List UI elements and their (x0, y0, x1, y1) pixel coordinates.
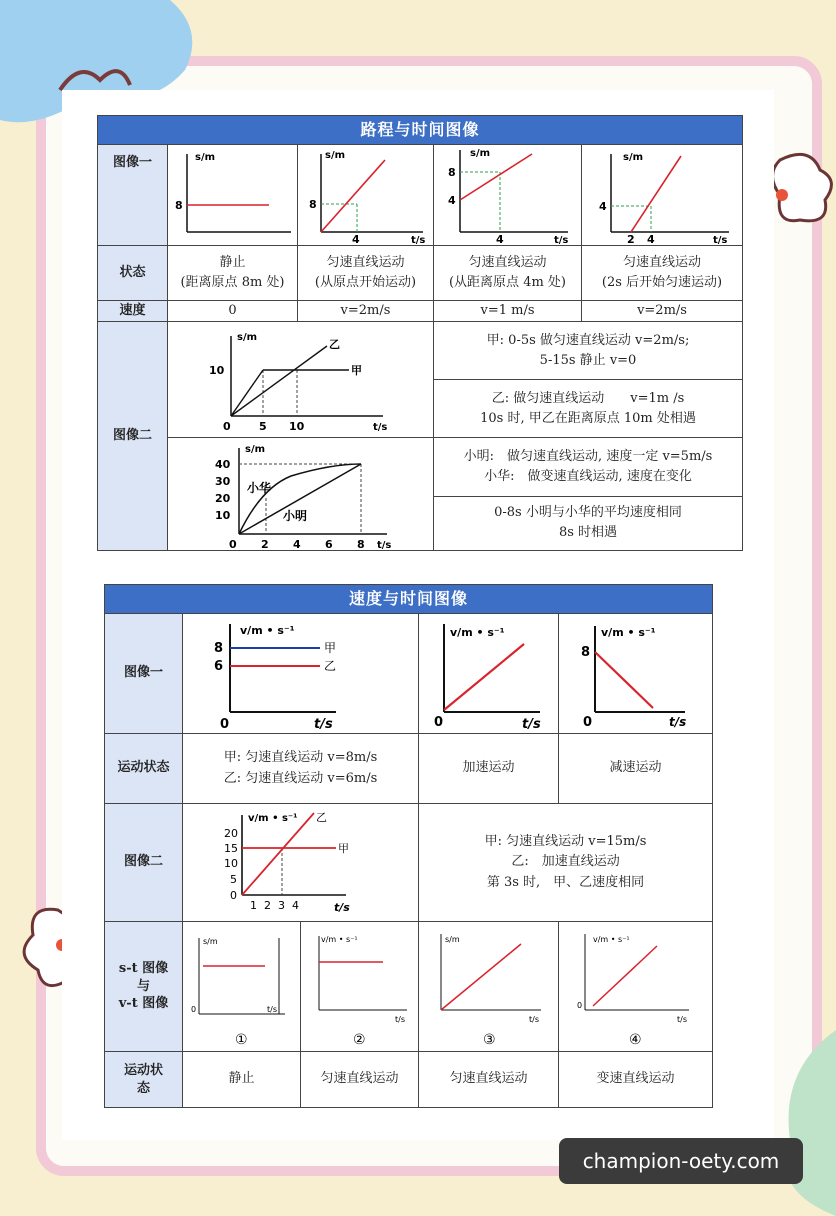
svg-text:0: 0 (190, 1004, 196, 1014)
final-state-1: 静止 (183, 1052, 301, 1108)
svg-text:10: 10 (288, 419, 304, 433)
svg-text:4: 4 (599, 200, 607, 213)
svg-text:乙: 乙 (315, 810, 327, 824)
st-graph-xiaoming-xiaohua (168, 438, 434, 551)
flower-decoration-right (770, 150, 836, 230)
distance-time-table (97, 115, 743, 551)
svg-text:4: 4 (291, 898, 299, 912)
row-label-graph2: 图像二 (98, 322, 168, 551)
table1-title: 路程与时间图像 (98, 116, 743, 145)
desc-yi: 乙: 做匀速直线运动 v=1m /s 10s 时, 甲乙在距离原点 10m 处相遇 (434, 380, 743, 438)
axis-label-s: s/m (194, 152, 215, 163)
svg-text:t/s: t/s (376, 540, 391, 551)
state-cell-4: 匀速直线运动 (2s 后开始匀速运动) (582, 246, 743, 301)
svg-text:10: 10 (214, 509, 230, 523)
svg-text:甲: 甲 (337, 841, 349, 855)
svg-text:8: 8 (356, 538, 365, 551)
svg-text:t/s: t/s (521, 716, 541, 732)
table2-title: 速度与时间图像 (105, 585, 713, 614)
desc-jia: 甲: 0-5s 做匀速直线运动 v=2m/s; 5-15s 静止 v=0 (434, 322, 743, 380)
svg-text:10: 10 (208, 363, 224, 377)
speed-cell-3: v=1 m/s (434, 301, 582, 322)
svg-text:4: 4 (292, 538, 301, 551)
figure-number-3: ③ (482, 1031, 496, 1048)
svg-text:t/s: t/s (668, 714, 686, 729)
svg-text:s/m: s/m (324, 150, 345, 161)
svg-text:4: 4 (647, 233, 655, 244)
svg-text:10: 10 (223, 856, 238, 870)
compare-graph-4 (559, 922, 713, 1052)
svg-text:20: 20 (223, 826, 238, 840)
svg-text:s/m: s/m (202, 936, 218, 946)
svg-text:8: 8 (447, 166, 456, 179)
svg-text:0: 0 (228, 538, 237, 551)
svg-text:5: 5 (258, 419, 267, 433)
svg-text:6: 6 (324, 538, 333, 551)
svg-text:8: 8 (580, 644, 590, 660)
svg-text:v/m • s⁻¹: v/m • s⁻¹ (600, 625, 656, 639)
compare-graph-2 (301, 922, 419, 1052)
motion-state-accelerating: 加速运动 (419, 734, 559, 804)
svg-text:t/s: t/s (528, 1014, 539, 1024)
svg-text:t/s: t/s (713, 235, 728, 244)
svg-text:v/m • s⁻¹: v/m • s⁻¹ (592, 934, 630, 944)
compare-graph-3 (419, 922, 559, 1052)
svg-text:v/m • s⁻¹: v/m • s⁻¹ (449, 625, 505, 639)
svg-text:小华: 小华 (246, 481, 271, 496)
speed-cell-2: v=2m/s (298, 301, 434, 322)
speed-cell-4: v=2m/s (582, 301, 743, 322)
svg-text:乙: 乙 (323, 658, 336, 673)
state-cell-3: 匀速直线运动 (从距离原点 4m 处) (434, 246, 582, 301)
svg-text:t/s: t/s (553, 235, 568, 244)
row-label-graph2: 图像二 (105, 804, 183, 922)
motion-state-jia-yi: 甲: 匀速直线运动 v=8m/s 乙: 匀速直线运动 v=6m/s (183, 734, 419, 804)
svg-text:40: 40 (214, 458, 230, 472)
st-graph-uniform-origin (298, 145, 434, 246)
row-label-speed: 速度 (98, 301, 168, 322)
svg-text:2: 2 (627, 233, 635, 244)
st-graph-stationary (168, 145, 298, 246)
svg-text:t/s: t/s (410, 235, 425, 244)
speed-cell-1: 0 (168, 301, 298, 322)
figure-number-4: ④ (628, 1031, 642, 1048)
final-state-4: 变速直线运动 (559, 1052, 713, 1108)
watermark: champion-oety.com (559, 1138, 803, 1184)
svg-text:20: 20 (214, 492, 230, 506)
svg-text:0: 0 (229, 888, 237, 902)
desc-xiaoming: 小明: 做匀速直线运动, 速度一定 v=5m/s 小华: 做变速直线运动, 速度在变化 (434, 438, 743, 497)
svg-text:甲: 甲 (323, 640, 336, 655)
svg-text:v/m • s⁻¹: v/m • s⁻¹ (320, 934, 358, 944)
desc-average: 0-8s 小明与小华的平均速度相同 8s 时相遇 (434, 496, 743, 550)
final-state-3: 匀速直线运动 (419, 1052, 559, 1108)
svg-text:s/m: s/m (469, 148, 490, 159)
svg-text:1: 1 (249, 898, 257, 912)
vt-graph-decelerating (559, 614, 713, 734)
vt-graph-jia-yi-cross (183, 804, 419, 922)
svg-text:t/s: t/s (313, 716, 333, 732)
tick-8: 8 (174, 199, 183, 212)
svg-text:8: 8 (213, 640, 223, 656)
svg-text:2: 2 (263, 898, 271, 912)
svg-text:2: 2 (260, 538, 269, 551)
svg-text:30: 30 (214, 475, 230, 489)
velocity-time-table (104, 584, 713, 1108)
svg-text:8: 8 (308, 198, 317, 211)
motion-state-decelerating: 减速运动 (559, 734, 713, 804)
svg-text:t/s: t/s (676, 1014, 687, 1024)
svg-text:s/m: s/m (244, 444, 265, 456)
svg-text:0: 0 (222, 419, 231, 433)
svg-text:15: 15 (223, 841, 238, 855)
row-label-graph1: 图像一 (105, 614, 183, 734)
row-label-graph1: 图像一 (98, 145, 168, 246)
graph2-description: 甲: 匀速直线运动 v=15m/s 乙: 加速直线运动 第 3s 时, 甲、乙速度相同 (419, 804, 713, 922)
vt-graph-accelerating (419, 614, 559, 734)
svg-text:5: 5 (229, 872, 237, 886)
svg-text:v/m • s⁻¹: v/m • s⁻¹ (239, 623, 295, 637)
svg-text:s/m: s/m (623, 152, 644, 163)
final-state-2: 匀速直线运动 (301, 1052, 419, 1108)
svg-text:乙: 乙 (328, 337, 340, 351)
row-label-motion-state: 运动状态 (105, 734, 183, 804)
st-graph-jia-yi (168, 322, 434, 438)
figure-number-2: ② (352, 1031, 366, 1048)
row-label-state: 状态 (98, 246, 168, 301)
svg-text:甲: 甲 (350, 363, 362, 377)
svg-text:小明: 小明 (282, 509, 307, 524)
st-graph-uniform-from-4m (434, 145, 582, 246)
svg-text:0: 0 (219, 716, 229, 732)
svg-text:6: 6 (213, 658, 223, 674)
vt-graph-jia-yi-constant (183, 614, 419, 734)
svg-text:4: 4 (351, 233, 360, 244)
st-graph-uniform-after-2s (582, 145, 743, 246)
state-cell-2: 匀速直线运动 (从原点开始运动) (298, 246, 434, 301)
compare-graph-1 (183, 922, 301, 1052)
svg-text:4: 4 (495, 233, 504, 244)
svg-text:3: 3 (277, 898, 285, 912)
svg-text:0: 0 (433, 714, 443, 730)
svg-text:t/s: t/s (372, 421, 387, 433)
state-cell-1: 静止 (距离原点 8m 处) (168, 246, 298, 301)
row-label-motion-state-2: 运动状 态 (105, 1052, 183, 1108)
svg-text:0: 0 (576, 1000, 582, 1010)
svg-text:t/s: t/s (394, 1014, 405, 1024)
svg-text:4: 4 (447, 194, 456, 207)
svg-text:t/s: t/s (333, 900, 350, 914)
svg-text:v/m • s⁻¹: v/m • s⁻¹ (247, 812, 298, 824)
svg-text:s/m: s/m (236, 331, 257, 343)
svg-text:s/m: s/m (444, 934, 460, 944)
row-label-st-vt: s-t 图像 与 v-t 图像 (105, 922, 183, 1052)
figure-number-1: ① (234, 1031, 248, 1048)
svg-text:0: 0 (582, 714, 592, 730)
svg-text:t/s: t/s (266, 1004, 277, 1014)
